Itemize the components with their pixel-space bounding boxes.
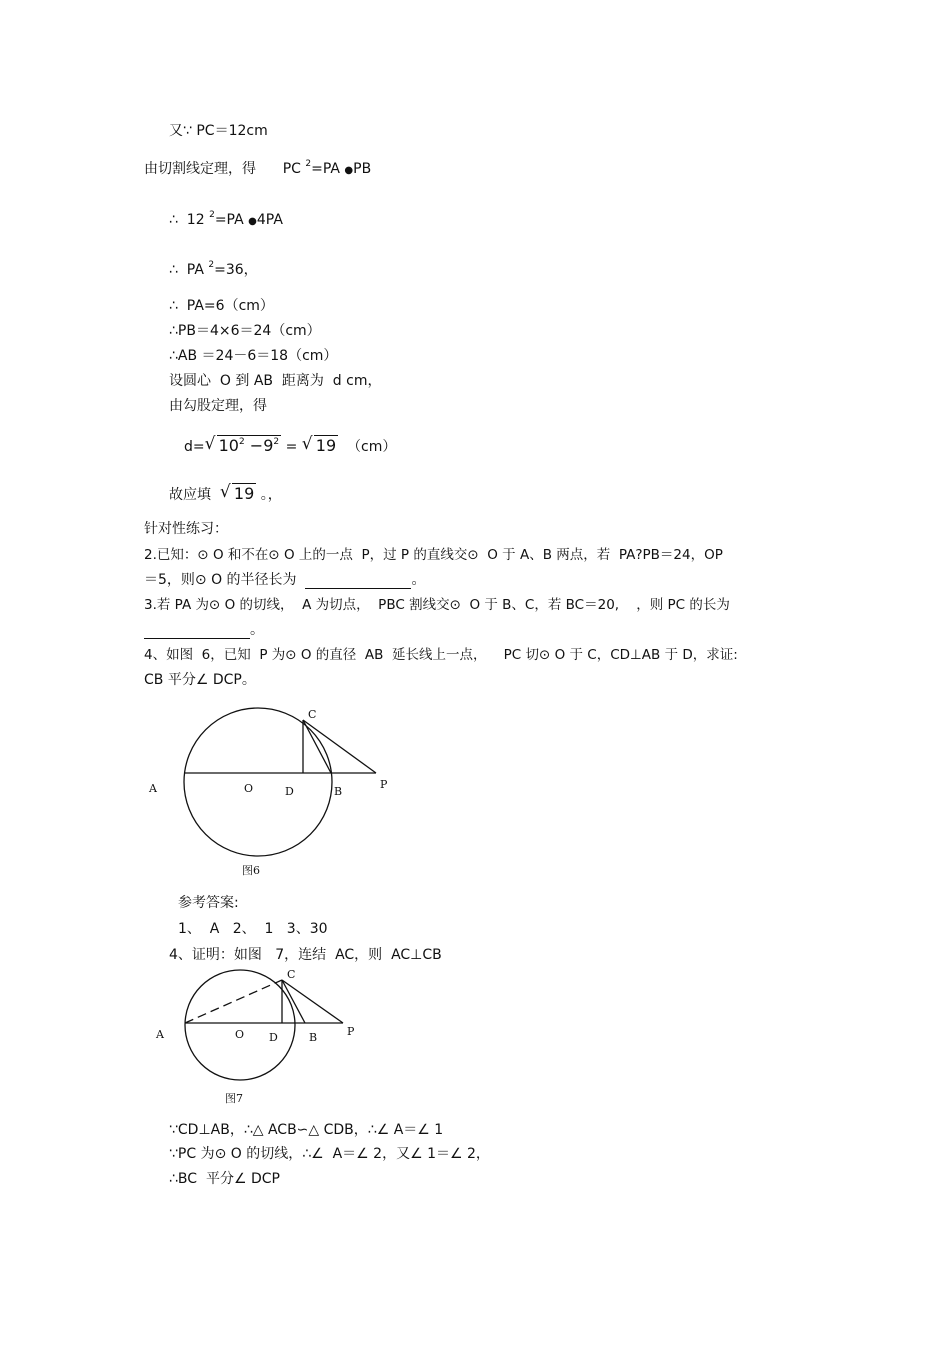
circle-o (184, 708, 332, 856)
label-c: C (287, 968, 296, 981)
answer-blank (144, 624, 250, 639)
line-pythagoras: 由勾股定理，得 (169, 398, 267, 414)
label-d: D (285, 785, 294, 798)
answer-label: 故应填 (169, 487, 211, 503)
tangent-pc (303, 720, 376, 773)
figure-7 (145, 965, 375, 1105)
line-answer-fill (169, 482, 282, 504)
segment-cb (282, 980, 305, 1023)
dashed-ac (185, 980, 282, 1023)
section-practice-title: 针对性练习： (144, 521, 228, 537)
q2-end: 。 (411, 572, 426, 588)
q3-end: 。 (250, 622, 264, 638)
figure-6 (140, 700, 400, 885)
label-o: O (244, 782, 254, 795)
line-distance-d: 设圆心 O 到 AB 距离为 d cm， (169, 373, 382, 389)
answer-blank (305, 574, 411, 589)
secant-text: 由切割线定理，得 (144, 161, 256, 177)
proof-line4: ∴BC 平分∠ DCP (169, 1171, 280, 1187)
line-ab-18: ∴AB ＝24－6＝18（cm） (169, 348, 338, 364)
circle-o (185, 970, 295, 1080)
reference-answers-title: 参考答案: (178, 895, 239, 911)
dot-operator: ● (344, 165, 354, 176)
label-a: A (149, 782, 157, 795)
question-3-line2 (144, 621, 264, 639)
answer-end: 。， (260, 487, 282, 503)
proof-line1: 4、证明：如图 7，连结 AC，则 AC⊥CB (169, 947, 442, 963)
line-pa-squared (169, 261, 258, 281)
minus-nine: −9 (244, 436, 274, 455)
ten: 10 (218, 436, 239, 455)
question-4-line2: CB 平分∠ DCP。 (144, 672, 256, 688)
line-pa-6: ∴ PA=6（cm） (169, 298, 274, 314)
question-2-line1: 2.已知：⊙ O 和不在⊙ O 上的一点 P，过 P 的直线交⊙ O 于 A、B 两点，若 PA?PB＝24，OP (144, 547, 723, 563)
label-c: C (308, 708, 317, 721)
dot-operator: ● (248, 216, 257, 227)
label-p: P (380, 778, 388, 791)
sqrt-19-answer: √ 19 (219, 482, 255, 503)
pc-text: PC (282, 161, 301, 177)
line-12-squared (169, 211, 283, 231)
line-pb-24: ∴PB＝4×6＝24（cm） (169, 323, 321, 339)
line-d-formula (184, 434, 397, 458)
superscript: 2 (305, 159, 312, 169)
question-2-line2 (144, 571, 425, 589)
proof-line2: ∵CD⊥AB，∴△ ACB∽△ CDB，∴∠ A＝∠ 1 (169, 1122, 444, 1138)
label-o: O (235, 1028, 245, 1041)
eq-36: =36， (214, 262, 258, 278)
equals-sign: = (285, 439, 298, 455)
caption-figure-7: 图7 (225, 1092, 243, 1105)
eq-text: =PA (311, 161, 340, 177)
line-pc-value: 又∵ PC＝12cm (169, 123, 268, 139)
question-4-line1: 4、如图 6，已知 P 为⊙ O 的直径 AB 延长线上一点， PC 切⊙ O 于 C，CD⊥AB 于 D，求证: (144, 647, 738, 663)
answers-1-3: 1、 A 2、 1 3、30 (178, 921, 328, 937)
label-a: A (156, 1028, 164, 1041)
proof-line3: ∵PC 为⊙ O 的切线，∴∠ A＝∠ 2，又∠ 1＝∠ 2， (169, 1146, 490, 1162)
eq-pa: =PA (214, 212, 244, 228)
line-secant-theorem (144, 160, 371, 180)
superscript: 2 (208, 260, 215, 270)
superscript: 2 (209, 210, 215, 220)
unit-cm: （cm） (347, 439, 397, 455)
therefore-pa: ∴ PA (169, 262, 204, 278)
label-b: B (309, 1031, 318, 1044)
therefore-12: ∴ 12 (169, 212, 205, 228)
superscript: 2 (238, 437, 245, 447)
superscript: 2 (273, 437, 280, 447)
sqrt-expression: √ $10^2 -9^2$ (204, 434, 280, 455)
q2-text: ＝5，则⊙ O 的半径长为 (144, 572, 297, 588)
label-b: B (334, 785, 343, 798)
pb-text: PB (353, 161, 372, 177)
fourpa-text: 4PA (256, 212, 283, 228)
caption-figure-6: 图6 (242, 864, 260, 877)
label-p: P (347, 1025, 355, 1038)
segment-cb (303, 720, 331, 773)
tangent-pc (282, 980, 343, 1023)
question-3-line1: 3.若 PA 为⊙ O 的切线， A 为切点， PBC 割线交⊙ O 于 B、C，若 BC＝20, ，则 PC 的长为 (144, 597, 730, 613)
label-d: D (269, 1031, 278, 1044)
d-eq: d= (184, 439, 205, 455)
sqrt-19: √ 19 (301, 434, 337, 455)
